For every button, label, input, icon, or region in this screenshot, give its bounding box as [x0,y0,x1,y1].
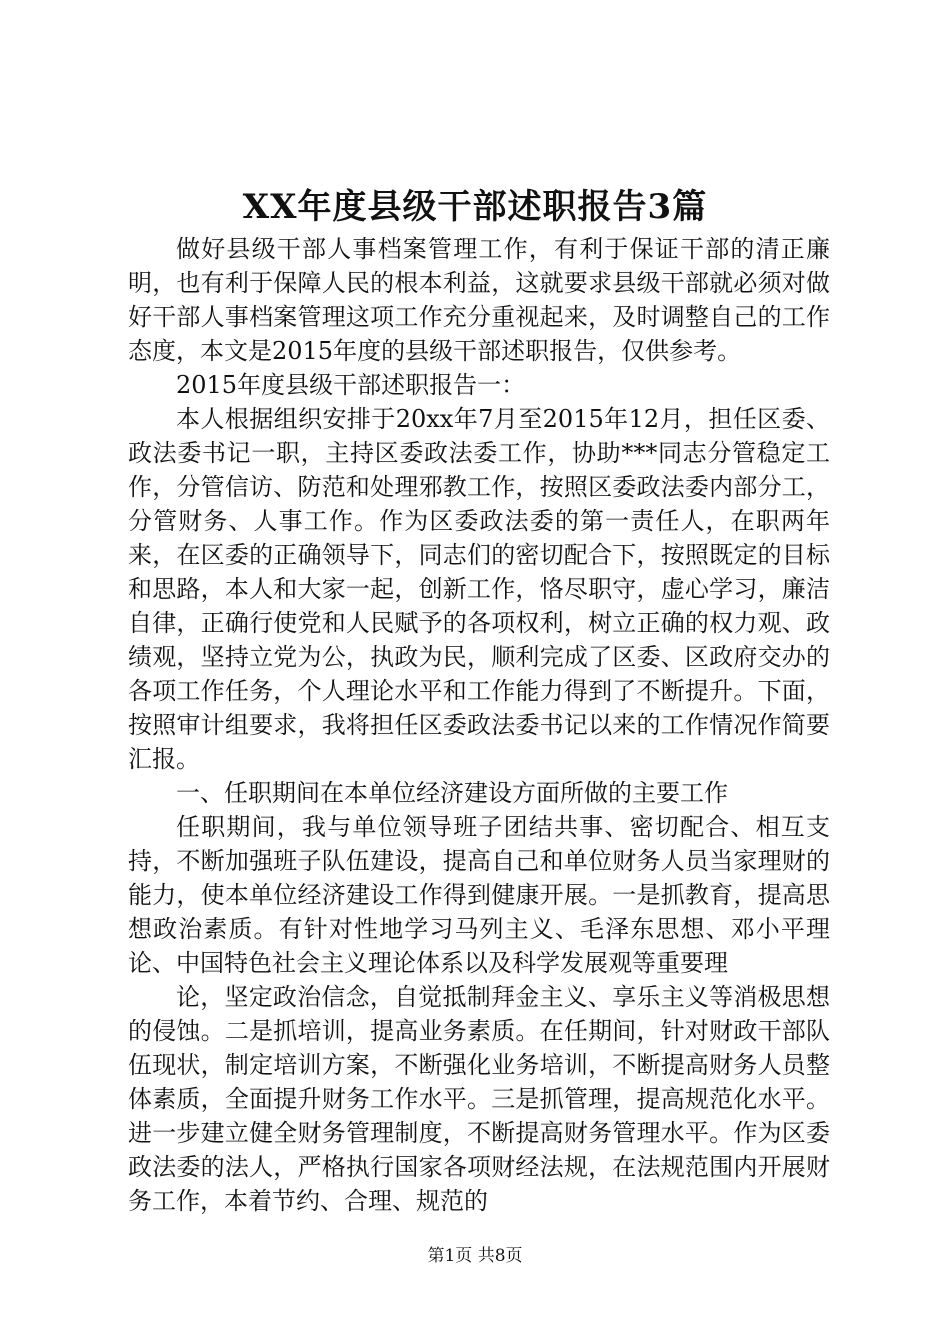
paragraph-work-continued: 论，坚定政治信念，自觉抵制拜金主义、享乐主义等消极思想的侵蚀。二是抓培训，提高业务素质。在任期间，针对财政干部队伍现状，制定培训方案，不断强化业务培训，不断提高财务人员整体素质，全面提升财务工作水平。三是抓管理，提高规范化水平。进一步建立健全财务管理制度，不断提高财务管理水平。作为区委政法委的法人，严格执行国家各项财经法规，在法规范围内开展财务工作，本着节约、合理、规范的 [128,983,830,1215]
paragraph-work-summary: 任职期间，我与单位领导班子团结共事、密切配合、相互支持，不断加强班子队伍建设，提高自己和单位财务人员当家理财的能力，使本单位经济建设工作得到健康开展。一是抓教育，提高思想政治素质。有针对性地学习马列主义、毛泽东思想、邓小平理论、中国特色社会主义理论体系以及科学发展观等重要理 [128,813,830,977]
paragraph-subheading: 一、任职期间在本单位经济建设方面所做的主要工作 [176,779,728,807]
paragraph-report-body: 本人根据组织安排于20xx年7月至2015年12月，担任区委、政法委书记一职，主持区委政法委工作，协助***同志分管稳定工作，分管信访、防范和处理邪教工作，按照区委政法委内部分工，分管财务、人事工作。作为区委政法委的第一责任人，在职两年来，在区委的正确领导下，同志们的密切配合下，按照既定的目标和思路，本人和大家一起，创新工作，恪尽职守，虚心学习，廉洁自律，正确行使党和人民赋予的各项权利，树立正确的权力观、政绩观，坚持立党为公，执政为民，顺利完成了区委、区政府交办的各项工作任务，个人理论水平和工作能力得到了不断提升。下面，按照审计组要求，我将担任区委政法委书记以来的工作情况作简要汇报。 [128,405,830,773]
document-body [128,232,830,1218]
document-title: XX年度县级干部述职报告3篇 [242,187,708,227]
paragraph-intro: 做好县级干部人事档案管理工作，有利于保证干部的清正廉明，也有利于保障人民的根本利益，这就要求县级干部就必须对做好干部人事档案管理这项工作充分重视起来，及时调整自己的工作态度，本文是2015年度的县级干部述职报告，仅供参考。 [128,235,830,365]
page-number-footer: 第1页 共8页 [427,1246,523,1266]
paragraph-section-heading: 2015年度县级干部述职报告一： [176,371,526,399]
